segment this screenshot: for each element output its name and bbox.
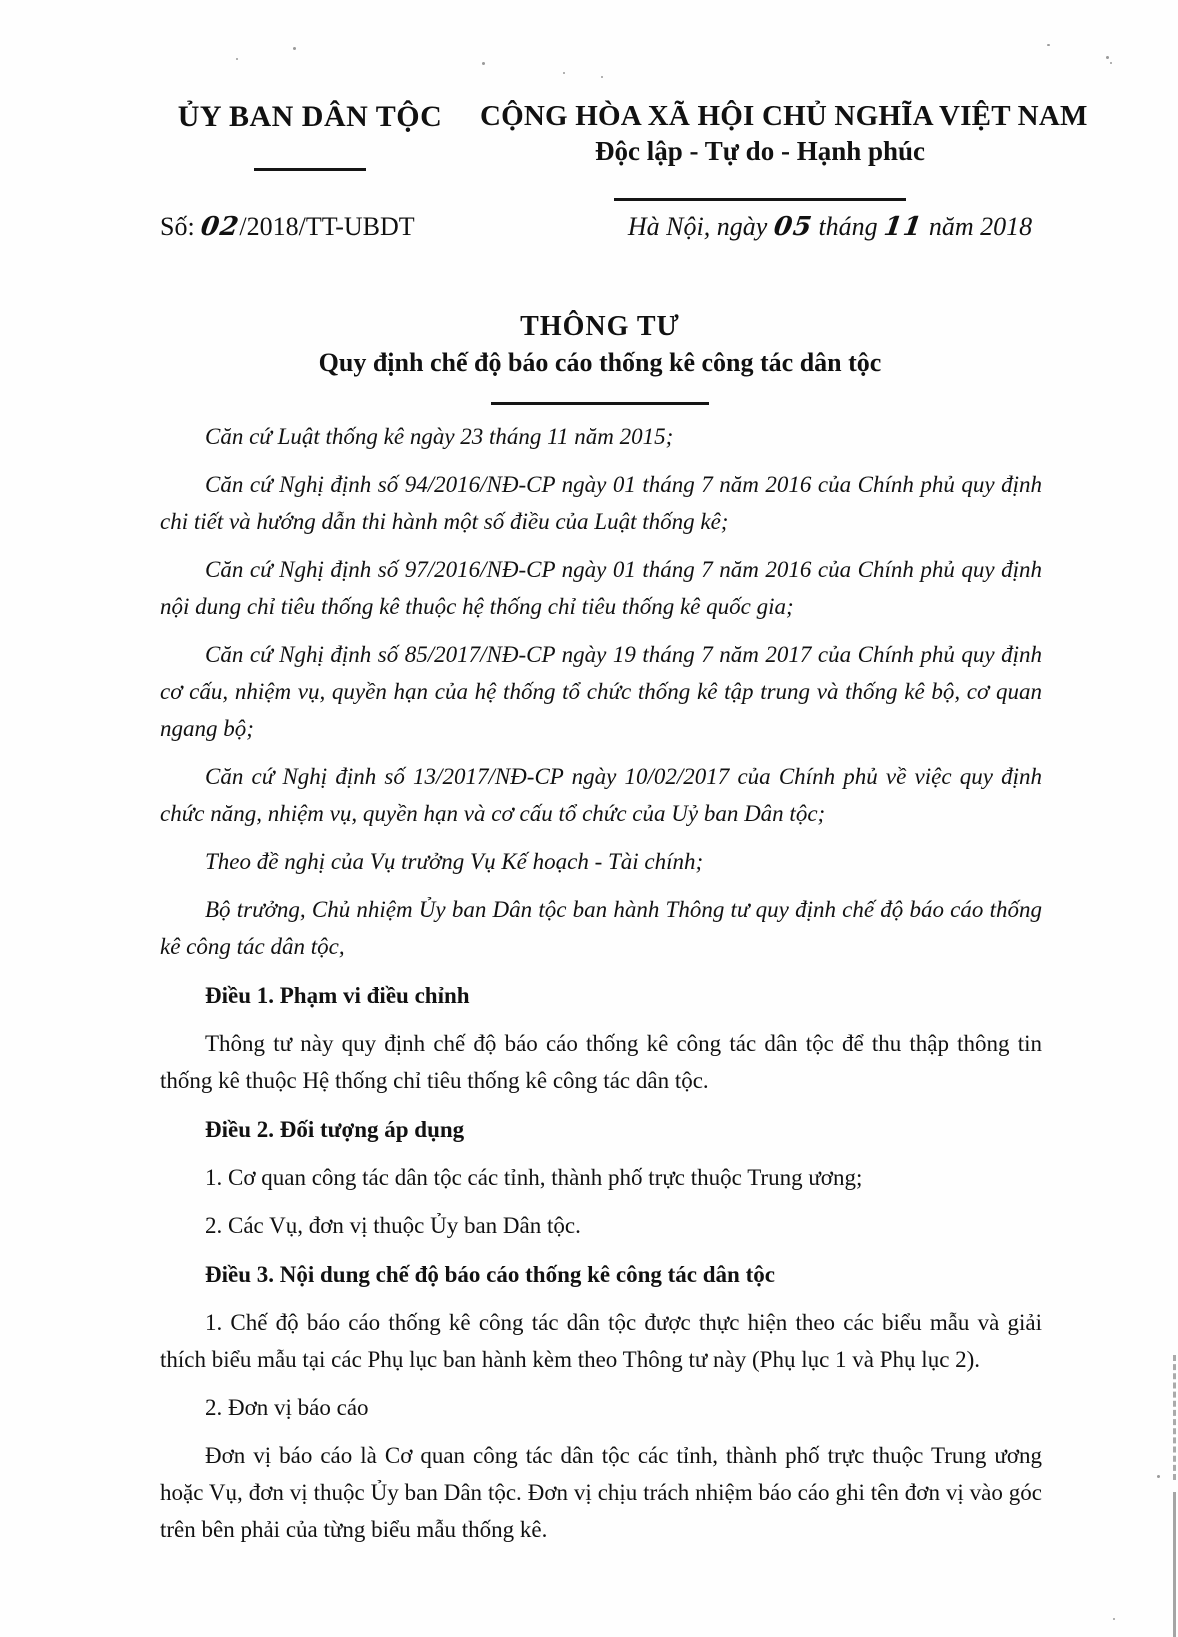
scan-edge-artifact — [1173, 1355, 1176, 1480]
scan-speck — [1157, 1475, 1160, 1478]
article-1-paragraph: Thông tư này quy định chế độ báo cáo thống kê công tác dân tộc để thu thập thông tin thống kê thuộc Hệ thống chỉ tiêu thống kê công tác dân tộc. — [160, 1031, 1042, 1093]
article-3-heading: Điều 3. Nội dung chế độ báo cáo thống kê công tác dân tộc — [205, 1262, 775, 1287]
preamble-paragraph: Bộ trưởng, Chủ nhiệm Ủy ban Dân tộc ban hành Thông tư quy định chế độ báo cáo thống kê công tác dân tộc, — [160, 897, 1042, 959]
place-date-line — [620, 212, 1040, 242]
scan-speck — [1106, 56, 1109, 59]
place-date-prefix: Hà Nội, ngày — [627, 212, 774, 241]
scan-speck — [482, 62, 485, 65]
preamble-paragraph: Căn cứ Luật thống kê ngày 23 tháng 11 năm 2015; — [205, 424, 674, 449]
title-divider — [491, 402, 709, 405]
issuing-agency-block — [160, 100, 460, 201]
preamble-paragraph: Căn cứ Nghị định số 13/2017/NĐ-CP ngày 10/02/2017 của Chính phủ về việc quy định chức năng, nhiệm vụ, quyền hạn và cơ cấu tổ chức của Uỷ ban Dân tộc; — [160, 764, 1042, 826]
preamble-paragraph: Theo đề nghị của Vụ trưởng Vụ Kế hoạch - Tài chính; — [205, 849, 704, 874]
place-date-suffix: năm 2018 — [922, 212, 1033, 241]
document-title-block — [160, 310, 1040, 405]
motto-divider — [614, 198, 906, 201]
preamble-paragraph: Căn cứ Nghị định số 94/2016/NĐ-CP ngày 01 tháng 7 năm 2016 của Chính phủ quy định chi tiết và hướng dẫn thi hành một số điều của Luật thống kê; — [160, 472, 1042, 534]
scan-speck — [1110, 62, 1112, 64]
document-subject-title: Quy định chế độ báo cáo thống kê công tác dân tộc — [318, 348, 882, 377]
scan-speck — [293, 47, 296, 50]
scan-speck — [563, 72, 565, 74]
article-3-item-2-detail: Đơn vị báo cáo là Cơ quan công tác dân tộc các tỉnh, thành phố trực thuộc Trung ương hoặc Vụ, đơn vị thuộc Ủy ban Dân tộc. Đơn vị chịu trách nhiệm báo cáo ghi tên đơn vị vào góc trên bên phải của từng biểu mẫu thống kê. — [160, 1443, 1042, 1542]
scan-speck — [1113, 1618, 1115, 1620]
document-header — [160, 100, 1088, 201]
issuing-agency-divider — [254, 168, 366, 171]
national-motto: Độc lập - Tự do - Hạnh phúc — [594, 136, 926, 166]
scan-speck — [236, 58, 238, 60]
scan-speck — [601, 76, 603, 78]
document-number-rest: /2018/TT-UBDT — [239, 212, 415, 241]
issuing-agency-name: ỦY BAN DÂN TỘC — [177, 100, 443, 133]
document-number-label: Số: — [160, 212, 202, 241]
article-3-item-2: 2. Đơn vị báo cáo — [205, 1395, 369, 1420]
document-number-handwritten: 02 — [199, 212, 242, 242]
place-date-middle: tháng — [811, 212, 885, 241]
national-header-block — [480, 100, 1088, 201]
document-number-line — [160, 212, 415, 242]
preamble-paragraph: Căn cứ Nghị định số 85/2017/NĐ-CP ngày 19 tháng 7 năm 2017 của Chính phủ quy định cơ cấu, nhiệm vụ, quyền hạn của hệ thống tổ chức thống kê tập trung và thống kê bộ, cơ quan ngang bộ; — [160, 642, 1042, 741]
date-month-handwritten: 11 — [882, 212, 925, 242]
preamble-paragraph: Căn cứ Nghị định số 97/2016/NĐ-CP ngày 01 tháng 7 năm 2016 của Chính phủ quy định nội dung chỉ tiêu thống kê thuộc hệ thống chỉ tiêu thống kê quốc gia; — [160, 557, 1042, 619]
document-body — [160, 418, 1042, 1559]
document-type-title: THÔNG TƯ — [520, 311, 680, 342]
article-1-heading: Điều 1. Phạm vi điều chỉnh — [205, 983, 470, 1008]
article-2-item-2: 2. Các Vụ, đơn vị thuộc Ủy ban Dân tộc. — [205, 1213, 581, 1238]
article-3-item-1: 1. Chế độ báo cáo thống kê công tác dân tộc được thực hiện theo các biểu mẫu và giải thích biểu mẫu tại các Phụ lục ban hành kèm theo Thông tư này (Phụ lục 1 và Phụ lục 2). — [160, 1310, 1042, 1372]
article-2-heading: Điều 2. Đối tượng áp dụng — [205, 1117, 465, 1142]
scan-edge-artifact — [1173, 1492, 1176, 1637]
date-day-handwritten: 05 — [771, 212, 815, 242]
article-2-item-1: 1. Cơ quan công tác dân tộc các tỉnh, thành phố trực thuộc Trung ương; — [205, 1165, 863, 1190]
country-name: CỘNG HÒA XÃ HỘI CHỦ NGHĨA VIỆT NAM — [480, 100, 1088, 132]
scan-speck — [1047, 44, 1050, 46]
